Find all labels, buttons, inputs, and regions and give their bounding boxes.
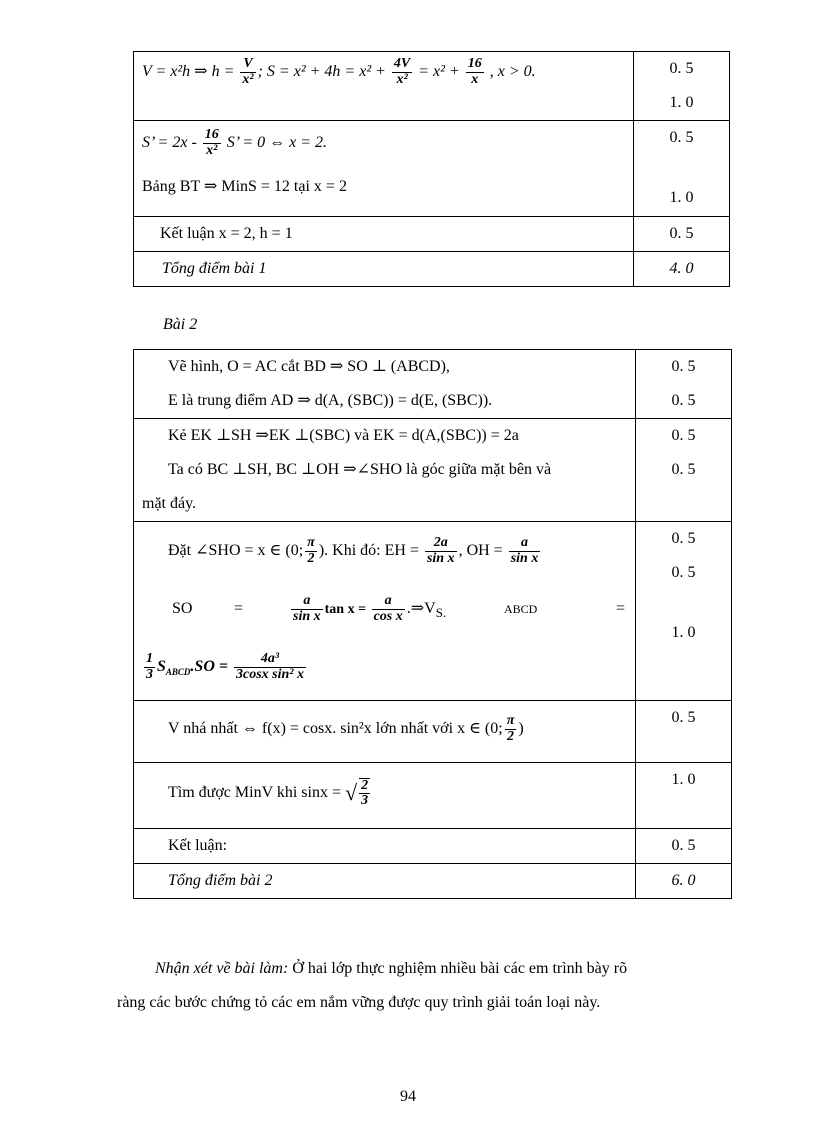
fraction	[466, 57, 484, 87]
fraction-denominator: 2	[507, 728, 515, 744]
formula-text: V nhá nhất ⇔ f(x) = cosx. sin²x lớn nhất với x ∈ (0;	[168, 720, 503, 737]
formula-line	[134, 580, 635, 638]
formula-text: Tìm được MinV khi sinx =	[168, 784, 345, 801]
fraction-numerator: V	[240, 57, 255, 73]
score-cell	[634, 121, 730, 217]
formula-line	[134, 52, 633, 92]
table-row	[134, 217, 730, 252]
score-table-1	[133, 51, 730, 287]
formula-text: ; S = x² + 4h = x² +	[257, 63, 390, 80]
formula-subscript: ABCD	[165, 667, 191, 678]
formula-text: .⇒V	[406, 600, 436, 617]
score-cell	[636, 350, 732, 419]
text-line: Bảng BT ⇒ MinS = 12 tại x = 2	[142, 178, 347, 195]
formula-text: =	[234, 600, 244, 617]
table-row	[134, 763, 732, 829]
table-row	[134, 864, 732, 899]
fraction-denominator: x	[471, 71, 479, 87]
total-label: Tổng điểm bài 2	[168, 872, 273, 889]
score: 1. 0	[671, 624, 696, 641]
total-score: 6. 0	[671, 872, 696, 889]
formula-text: , OH =	[458, 542, 507, 559]
text-line: Kết luận:	[168, 837, 228, 854]
formula-line	[134, 522, 635, 580]
remark-text: Ở hai lớp thực nghiệm nhiều bài các em trình bày rõ	[288, 960, 628, 977]
score: 0. 5	[671, 392, 696, 409]
remark-label: Nhận xét về bài làm:	[155, 960, 289, 977]
formula-line	[134, 763, 635, 823]
formula-text: =	[616, 600, 626, 617]
score-cell	[634, 217, 730, 252]
formula-text: Đặt ∠SHO = x ∈ (0;	[168, 542, 304, 559]
fraction-numerator: 4a³	[234, 652, 306, 668]
score: 0. 5	[669, 129, 694, 146]
score: 0. 5	[671, 837, 696, 854]
score: 0. 5	[671, 564, 696, 581]
score-cell	[636, 419, 732, 522]
total-score: 4. 0	[669, 260, 694, 277]
formula-line	[134, 121, 633, 165]
formula-text: S’ = 2x -	[142, 134, 201, 151]
table-row	[134, 522, 732, 701]
fraction-numerator: 4V	[393, 56, 411, 72]
score-cell	[636, 522, 732, 701]
formula-text: .SO =	[190, 658, 232, 675]
formula-group	[289, 580, 446, 642]
fraction-denominator: 3cosx sin² x	[236, 666, 304, 682]
total-label: Tổng điểm bài 1	[162, 260, 267, 277]
fraction-denominator: cos x	[373, 608, 403, 624]
fraction-denominator: x²	[206, 142, 218, 158]
table-cell	[134, 419, 636, 522]
formula-text: , x > 0.	[485, 63, 536, 80]
table-cell	[134, 217, 634, 252]
table-cell	[134, 829, 636, 864]
fraction	[234, 652, 306, 682]
text-line: Kẻ EK ⊥SH ⇒EK ⊥(SBC) và EK = d(A,(SBC)) = 2a	[168, 427, 519, 444]
text-line: E là trung điểm AD ⇒ d(A, (SBC)) = d(E, (SBC)).	[168, 392, 493, 409]
remark-paragraph-continued: ràng các bước chứng tỏ các em nắm vững được quy trình giải toán loại này.	[117, 994, 601, 1011]
fraction-numerator: 2a	[425, 536, 457, 552]
fraction	[505, 714, 517, 744]
fraction-numerator: a	[509, 536, 541, 552]
fraction	[359, 778, 370, 809]
fraction	[203, 128, 221, 158]
table-cell	[134, 864, 636, 899]
formula-subscript: ABCD	[504, 602, 538, 616]
fraction	[305, 536, 317, 566]
formula-text: V = x²h ⇒ h =	[142, 63, 239, 80]
table-row	[134, 121, 730, 217]
score-cell	[636, 864, 732, 899]
score-cell	[636, 763, 732, 829]
score-cell	[636, 701, 732, 763]
page-number: 94	[400, 1088, 416, 1105]
formula-line	[134, 701, 635, 757]
fraction-numerator: 16	[467, 56, 482, 72]
table-row	[134, 701, 732, 763]
fraction-denominator: sin x	[426, 550, 455, 566]
formula-text: S’ = 0 ⇔ x = 2.	[222, 134, 328, 151]
table-row	[134, 419, 732, 522]
table-cell	[134, 252, 634, 287]
table-cell	[134, 522, 636, 701]
table-row	[134, 52, 730, 121]
fraction-denominator: x²	[396, 71, 408, 87]
remark-paragraph	[117, 952, 719, 986]
formula-text: )	[518, 720, 524, 737]
formula-text: S	[157, 658, 166, 675]
score-cell	[634, 252, 730, 287]
score: 1. 0	[671, 771, 696, 788]
fraction-numerator: a	[291, 594, 323, 610]
score: 0. 5	[669, 60, 694, 77]
table-row	[134, 350, 732, 419]
fraction	[291, 594, 323, 624]
table-cell	[134, 52, 634, 121]
score: 0. 5	[671, 709, 696, 726]
table-cell	[134, 121, 634, 217]
score: 0. 5	[671, 461, 696, 478]
fraction-denominator: x²	[242, 71, 254, 87]
formula-subscript: S.	[435, 605, 447, 621]
fraction-denominator: 3	[361, 793, 369, 809]
formula-text: SO	[172, 600, 193, 617]
fraction	[372, 594, 405, 624]
fraction-denominator: sin x	[510, 550, 539, 566]
fraction-numerator: 2	[361, 777, 369, 793]
fraction	[144, 652, 155, 682]
text-line: Kết luận x = 2, h = 1	[160, 225, 293, 242]
formula-line	[134, 638, 635, 696]
text-line: Vẽ hình, O = AC cắt BD ⇒ SO ⊥ (ABCD),	[168, 358, 450, 375]
table-row	[134, 252, 730, 287]
fraction-numerator: 1	[146, 651, 153, 667]
fraction-denominator: sin x	[293, 608, 321, 624]
fraction	[240, 57, 255, 87]
fraction-denominator: 3	[146, 666, 153, 682]
score: 0. 5	[669, 225, 694, 242]
table-cell	[134, 701, 636, 763]
formula-text: tan x =	[324, 602, 370, 617]
fraction	[509, 536, 541, 566]
fraction	[392, 57, 412, 87]
score: 1. 0	[669, 94, 694, 111]
section-caption: Bài 2	[163, 316, 198, 333]
formula-text: = x² +	[414, 63, 464, 80]
fraction-numerator: π	[506, 713, 515, 729]
fraction-numerator: π	[307, 535, 315, 551]
table-cell	[134, 350, 636, 419]
fraction-denominator: 2	[307, 550, 315, 566]
text-line: mặt đáy.	[142, 495, 197, 512]
fraction-numerator: a	[372, 594, 405, 610]
table-cell	[134, 763, 636, 829]
score: 1. 0	[669, 189, 694, 206]
text-line: Ta có BC ⊥SH, BC ⊥OH ⇒∠SHO là góc giữa mặt bên và	[168, 461, 552, 478]
sqrt-sign: √	[344, 780, 358, 806]
score: 0. 5	[671, 530, 696, 547]
score-cell	[634, 52, 730, 121]
score: 0. 5	[671, 358, 696, 375]
score: 0. 5	[671, 427, 696, 444]
fraction	[425, 536, 457, 566]
fraction-numerator: 16	[204, 127, 219, 143]
score-cell	[636, 829, 732, 864]
formula-text: ). Khi đó: EH =	[318, 542, 423, 559]
score-table-2	[133, 349, 732, 899]
table-row	[134, 829, 732, 864]
